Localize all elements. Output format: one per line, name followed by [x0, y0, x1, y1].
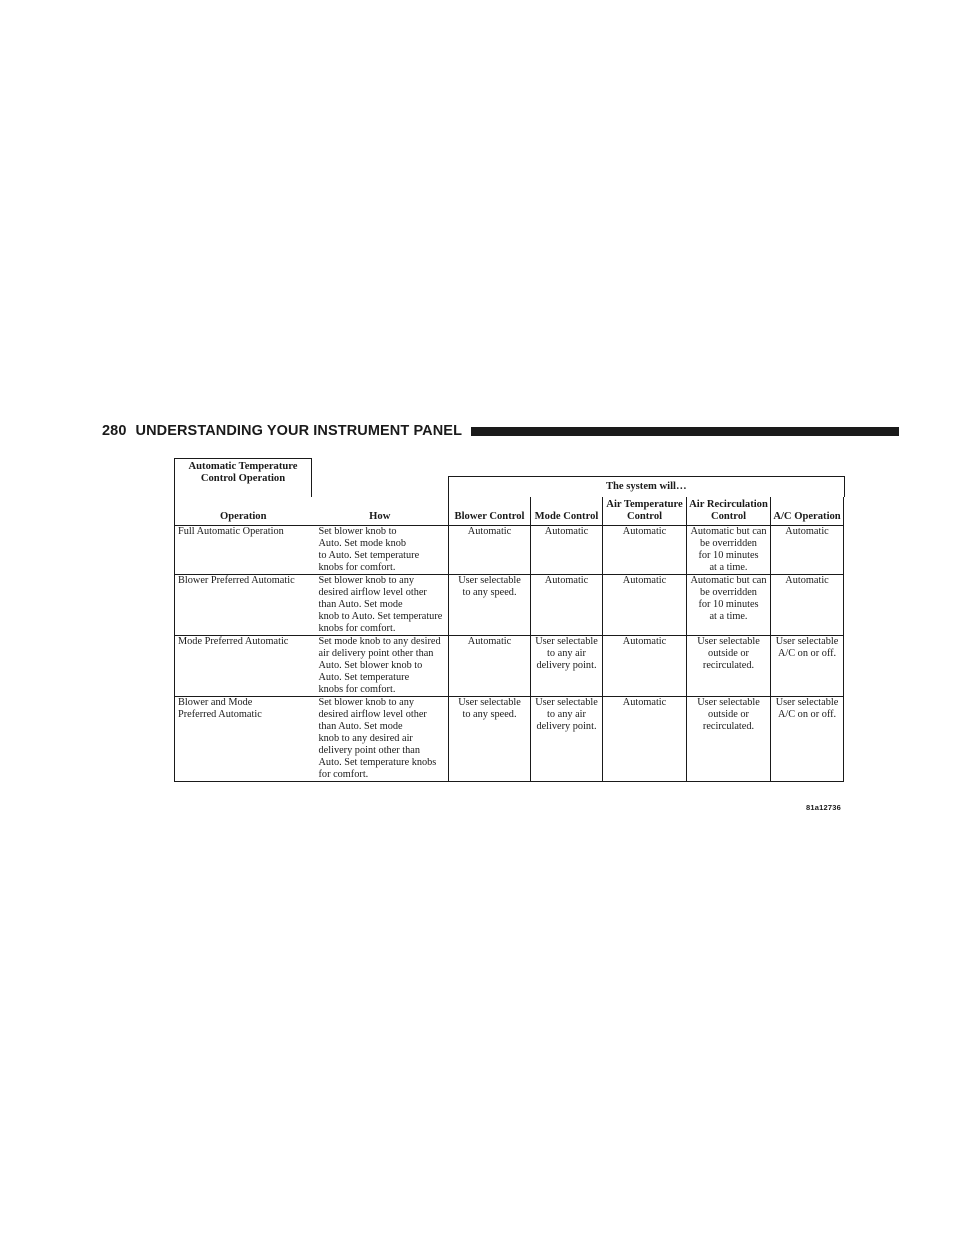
cell-line: delivery point.: [536, 721, 597, 732]
cell-air-temperature-control: [603, 526, 687, 575]
cell-line: User selectable: [775, 697, 839, 708]
cell-line: User selectable: [535, 697, 598, 708]
column-header-air-temperature-control: [603, 497, 687, 526]
cell-ac-operation: [771, 697, 844, 782]
cell-line: Blower and Mode: [178, 697, 253, 708]
cell-line: Full Automatic Operation: [178, 526, 284, 537]
cell-line: Automatic: [622, 636, 667, 647]
cell-ac-operation: [771, 526, 844, 575]
cell-line: Automatic: [785, 575, 829, 586]
cell-operation: [175, 636, 312, 697]
table-title: [175, 459, 312, 498]
cell-blower-control: [449, 526, 531, 575]
cell-line: be overridden: [700, 587, 757, 598]
cell-line: to any speed.: [462, 587, 517, 598]
cell-line: to any air: [547, 709, 586, 720]
column-header-ac-operation: [771, 497, 844, 526]
cell-line: Blower Preferred Automatic: [178, 575, 295, 586]
cell-line: than Auto. Set mode: [318, 599, 403, 610]
cell-line: to Auto. Set temperature: [318, 550, 420, 561]
cell-line: A/C on or off.: [777, 648, 837, 659]
cell-line: Automatic: [622, 526, 667, 537]
cell-air-recirculation-control: [687, 575, 771, 636]
cell-line: Automatic: [785, 526, 829, 537]
cell-line: Auto. Set temperature: [318, 672, 410, 683]
cell-line: Auto. Set blower knob to: [318, 660, 423, 671]
cell-line: Automatic: [544, 526, 589, 537]
cell-how: [312, 526, 449, 575]
cell-line: delivery point.: [536, 660, 597, 671]
cell-line: Automatic: [467, 636, 512, 647]
cell-line: desired airflow level other: [318, 587, 427, 598]
cell-line: knobs for comfort.: [318, 623, 396, 634]
cell-blower-control: [449, 575, 531, 636]
cell-line: knobs for comfort.: [318, 562, 396, 573]
operation-table: [174, 458, 844, 782]
cell-line: Set blower knob to: [318, 526, 397, 537]
cell-operation: [175, 697, 312, 782]
cell-air-recirculation-control: [687, 697, 771, 782]
column-header-line: Air Temperature: [606, 499, 683, 510]
figure-id: 81a12736: [806, 803, 841, 812]
cell-line: User selectable: [535, 636, 598, 647]
table-title-line: Control Operation: [200, 473, 286, 484]
column-header-blower-control: [449, 497, 531, 526]
cell-line: Automatic: [467, 526, 512, 537]
column-header-air-recirculation-control: [687, 497, 771, 526]
cell-line: Automatic but can: [690, 575, 767, 586]
cell-line: User selectable: [458, 575, 521, 586]
cell-line: Set blower knob to any: [318, 697, 415, 708]
header-rule: [471, 427, 899, 436]
column-header-how: [312, 497, 449, 526]
cell-line: Set mode knob to any desired: [318, 636, 441, 647]
cell-blower-control: [449, 636, 531, 697]
cell-line: Automatic: [544, 575, 589, 586]
cell-how: [312, 636, 449, 697]
cell-line: for 10 minutes: [698, 599, 759, 610]
column-header-line: Mode Control: [534, 511, 599, 522]
cell-line: User selectable: [697, 697, 760, 708]
system-will-header: The system will…: [448, 476, 845, 497]
page-header: [102, 421, 899, 441]
cell-air-temperature-control: [603, 697, 687, 782]
cell-line: than Auto. Set mode: [318, 721, 403, 732]
cell-line: Set blower knob to any: [318, 575, 415, 586]
cell-line: to any air: [547, 648, 586, 659]
page-number: 280: [102, 423, 127, 439]
column-header-line: Operation: [220, 511, 267, 522]
cell-line: Automatic: [622, 575, 667, 586]
cell-line: recirculated.: [702, 660, 755, 671]
cell-ac-operation: [771, 636, 844, 697]
cell-line: for comfort.: [318, 769, 369, 780]
cell-line: knob to Auto. Set temperature: [318, 611, 443, 622]
cell-line: at a time.: [709, 562, 748, 573]
cell-line: at a time.: [709, 611, 748, 622]
column-header-line: Air Recirculation: [689, 499, 768, 510]
cell-air-temperature-control: [603, 636, 687, 697]
table-title-line: Automatic Temperature: [188, 461, 298, 472]
cell-line: desired airflow level other: [318, 709, 427, 720]
cell-line: knobs for comfort.: [318, 684, 396, 695]
cell-line: outside or: [708, 709, 749, 720]
cell-line: Preferred Automatic: [178, 709, 262, 720]
cell-ac-operation: [771, 575, 844, 636]
section-title: UNDERSTANDING YOUR INSTRUMENT PANEL: [135, 423, 463, 439]
cell-line: Automatic but can: [690, 526, 767, 537]
cell-line: Automatic: [622, 697, 667, 708]
cell-operation: [175, 575, 312, 636]
cell-line: be overridden: [700, 538, 757, 549]
table-row: [175, 636, 844, 697]
table-row: [175, 575, 844, 636]
cell-operation: [175, 526, 312, 575]
table-row: [175, 697, 844, 782]
column-header-line: How: [369, 511, 391, 522]
cell-line: Auto. Set mode knob: [318, 538, 407, 549]
cell-line: delivery point other than: [318, 745, 421, 756]
cell-line: User selectable: [697, 636, 760, 647]
cell-air-recirculation-control: [687, 636, 771, 697]
cell-line: A/C on or off.: [777, 709, 837, 720]
cell-mode-control: [531, 526, 603, 575]
cell-line: User selectable: [775, 636, 839, 647]
cell-air-temperature-control: [603, 575, 687, 636]
column-header-line: Blower Control: [454, 511, 525, 522]
cell-line: outside or: [708, 648, 749, 659]
cell-blower-control: [449, 697, 531, 782]
cell-mode-control: [531, 575, 603, 636]
cell-line: User selectable: [458, 697, 521, 708]
column-header-mode-control: [531, 497, 603, 526]
column-header-operation: [175, 497, 312, 526]
cell-line: knob to any desired air: [318, 733, 413, 744]
cell-line: recirculated.: [702, 721, 755, 732]
cell-how: [312, 575, 449, 636]
column-header-line: Control: [710, 511, 747, 522]
climate-control-table: [174, 458, 843, 780]
cell-mode-control: [531, 636, 603, 697]
table-row: [175, 526, 844, 575]
cell-mode-control: [531, 697, 603, 782]
cell-line: Auto. Set temperature knobs: [318, 757, 437, 768]
cell-line: air delivery point other than: [318, 648, 434, 659]
cell-line: to any speed.: [462, 709, 517, 720]
cell-how: [312, 697, 449, 782]
cell-line: Mode Preferred Automatic: [178, 636, 289, 647]
cell-air-recirculation-control: [687, 526, 771, 575]
cell-line: for 10 minutes: [698, 550, 759, 561]
column-header-line: Control: [626, 511, 663, 522]
column-header-line: A/C Operation: [773, 511, 841, 522]
